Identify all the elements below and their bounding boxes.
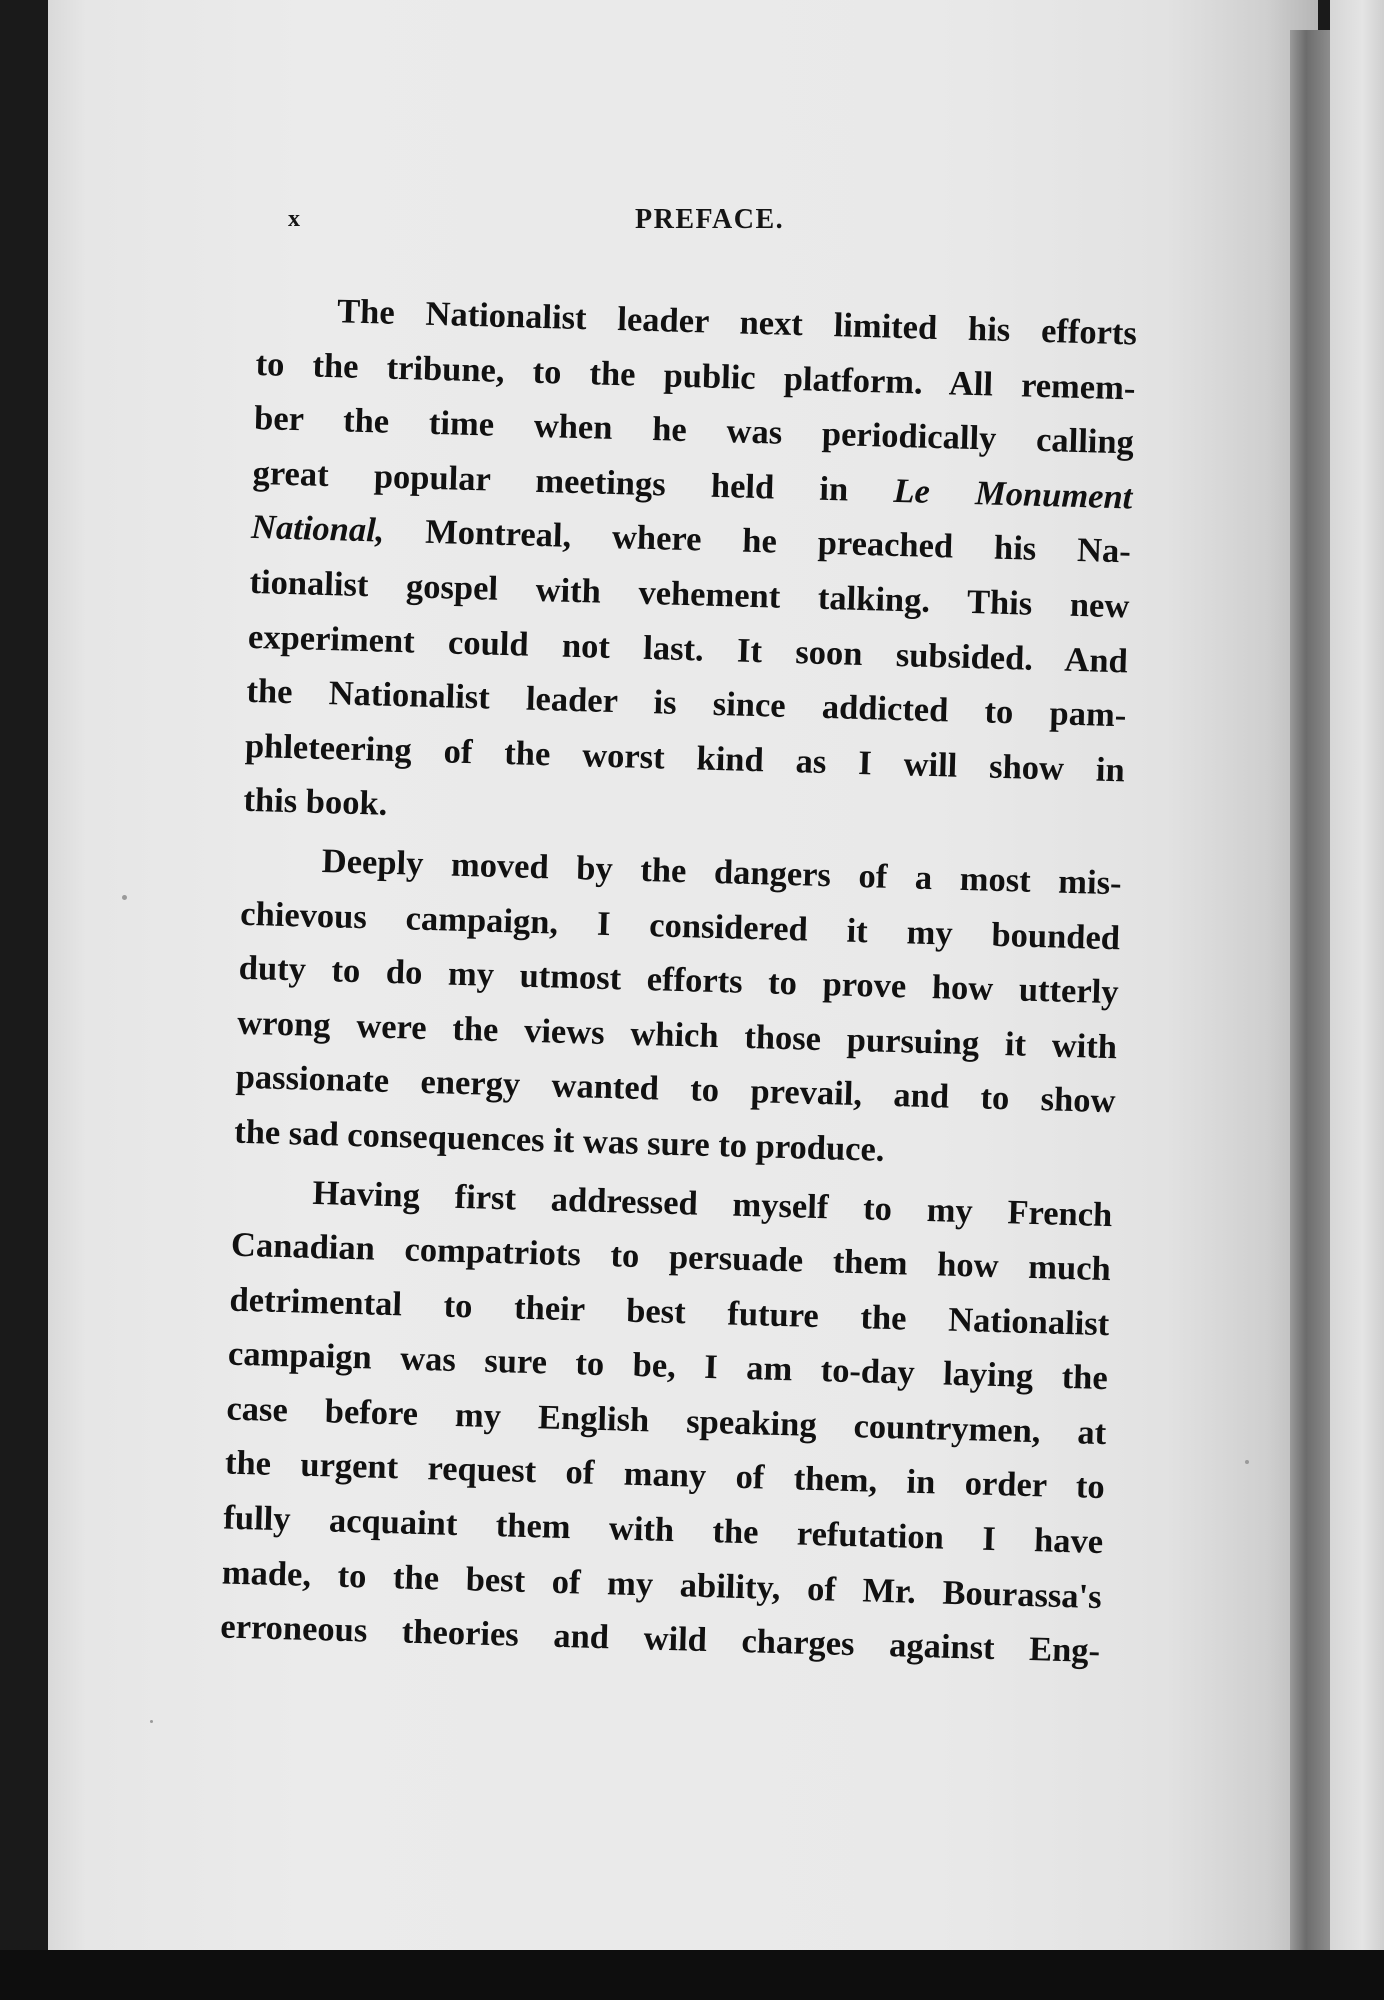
text-line: the Nationalist leader is since addicted to pam- xyxy=(246,672,1127,735)
paper-speck xyxy=(150,1720,153,1723)
text-line: the urgent request of many of them, in order to xyxy=(224,1444,1106,1507)
text-line: case before my English speaking countrymen, at xyxy=(226,1389,1107,1452)
text-line: detrimental to their best future the Nationalist xyxy=(229,1280,1110,1343)
paper-speck xyxy=(122,895,127,900)
text-line: experiment could not last. It soon subsided. And xyxy=(247,617,1129,680)
text-line: erroneous theories and wild charges against Eng- xyxy=(219,1607,1101,1671)
text-line: great popular meetings held in Le Monument xyxy=(252,453,1133,517)
text-line: Canadian compatriots to persuade them how much xyxy=(230,1225,1112,1289)
body-text xyxy=(220,282,1138,1679)
text-line: Deeply moved by the dangers of a most mis- xyxy=(321,841,1123,903)
text-line: the sad consequences it was sure to produce. xyxy=(233,1112,885,1169)
text-line: phleteering of the worst kind as I will show in xyxy=(244,726,1126,790)
text-line: campaign was sure to be, I am to-day laying the xyxy=(227,1334,1109,1398)
text-line: passionate energy wanted to prevail, and to show xyxy=(235,1058,1116,1121)
text-line: ber the time when he was periodically calling xyxy=(253,399,1135,462)
text-line: wrong were the views which those pursuing it with xyxy=(236,1003,1118,1066)
paper-speck xyxy=(1245,1460,1249,1464)
running-head: PREFACE. xyxy=(635,204,785,235)
text-line: tionalist gospel with vehement talking. This new xyxy=(249,562,1130,626)
page-header xyxy=(280,200,1140,240)
text-line: fully acquaint them with the refutation I have xyxy=(222,1498,1104,1562)
text-line: made, to the best of my ability, of Mr. Bourassa's xyxy=(221,1553,1103,1616)
page-number: x xyxy=(288,206,300,232)
text-line: The Nationalist leader next limited his efforts xyxy=(336,292,1138,353)
text-line: this book. xyxy=(242,781,388,824)
text-line: chievous campaign, I considered it my bounded xyxy=(239,894,1121,957)
text-line: to the tribune, to the public platform. All remem- xyxy=(255,344,1136,408)
scan-border xyxy=(0,1950,1384,2000)
text-line: duty to do my utmost efforts to prove how utterly xyxy=(238,948,1120,1012)
text-line: Having first addressed myself to my French xyxy=(312,1173,1113,1234)
next-page-edge xyxy=(1330,0,1384,2000)
text-line: National, Montreal, where he preached his Na- xyxy=(250,508,1132,571)
page-edge-shadow xyxy=(1290,30,1330,1950)
